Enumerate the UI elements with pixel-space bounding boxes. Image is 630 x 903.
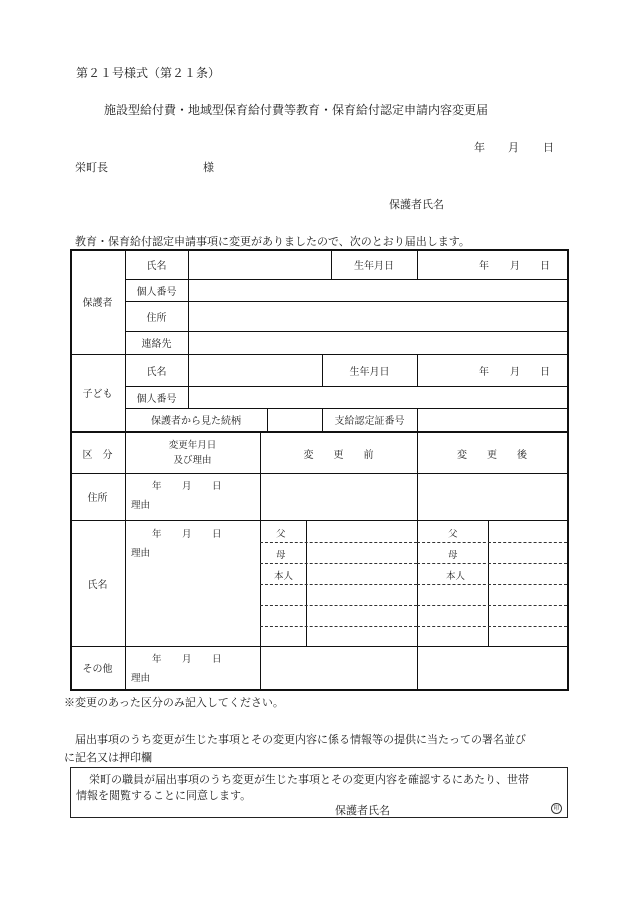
child-birth-label: 生年月日 (349, 366, 390, 378)
child-name-label: 氏名 (146, 366, 167, 378)
address-before-field[interactable] (261, 474, 416, 519)
guardian-birth-day: 日 (540, 260, 550, 272)
applicant-label: 保護者氏名 (389, 198, 444, 211)
consent-heading-line1: 届出事項のうち変更が生じた事項とその変更内容に係る情報等の提供に当たっての署名並び (75, 733, 526, 746)
row-address-label: 住所 (87, 493, 108, 504)
consent-heading-line2: に記名又は押印欄 (64, 751, 152, 764)
addressee-name: 栄町長 (75, 161, 108, 174)
address-reason-label: 理由 (131, 500, 151, 511)
header-date-month: 月 (508, 141, 519, 154)
consent-signature-label: 保護者氏名 (335, 804, 390, 817)
intro-text: 教育・保育給付認定申請事項に変更がありましたので、次のとおり届出します。 (75, 235, 470, 248)
name-after-self-label: 本人 (446, 571, 466, 582)
col-date-reason-line1: 変更年月日 (168, 440, 217, 451)
child-birth-day: 日 (540, 366, 550, 378)
guardian-section-label: 保護者 (82, 298, 113, 309)
name-reason-label: 理由 (131, 548, 151, 559)
other-change-year: 年 (152, 654, 162, 665)
header-date-year: 年 (474, 141, 485, 154)
col-date-reason-header (125, 433, 260, 473)
child-cert-field[interactable] (417, 408, 567, 431)
name-after-field[interactable] (489, 521, 566, 645)
child-relation-label: 保護者から見た続柄 (151, 416, 241, 427)
col-after-header: 変 更 後 (457, 449, 527, 461)
name-before-self-label: 本人 (274, 571, 294, 582)
other-change-day: 日 (212, 654, 222, 665)
child-birth-month: 月 (510, 366, 520, 378)
guardian-birth-year: 年 (479, 260, 489, 272)
other-before-field[interactable] (261, 647, 416, 688)
child-birth-year: 年 (479, 366, 489, 378)
name-before-father-label: 父 (276, 529, 286, 540)
consent-text-line2: 情報を閲覧することに同意します。 (76, 789, 252, 802)
address-after-field[interactable] (418, 474, 566, 519)
consent-text-line1: 栄町の職員が届出事項のうち変更が生じた事項とその変更内容を確認するにあたり、世帯 (89, 773, 529, 786)
guardian-contact-field[interactable] (188, 331, 567, 354)
form-title: 施設型給付費・地域型保育給付費等教育・保育給付認定申請内容変更届 (104, 103, 489, 117)
guardian-birth-month: 月 (510, 260, 520, 272)
form-number: 第２１号様式（第２１条） (76, 66, 221, 80)
col-before-header: 変 更 前 (303, 449, 374, 461)
header-date-day: 日 (543, 141, 554, 154)
name-after-father-label: 父 (448, 529, 458, 540)
row-other-label: その他 (82, 664, 113, 675)
guardian-birth-label: 生年月日 (354, 260, 394, 272)
other-change-month: 月 (182, 654, 192, 665)
child-name-field[interactable] (188, 354, 322, 386)
guardian-name-field[interactable] (188, 249, 331, 279)
guardian-address-label: 住所 (146, 312, 167, 324)
name-change-year: 年 (152, 529, 162, 540)
address-change-month: 月 (182, 481, 192, 492)
guardian-contact-label: 連絡先 (141, 339, 172, 350)
guardian-name-label: 氏名 (146, 260, 167, 272)
addressee-honorific: 様 (203, 161, 214, 174)
name-change-month: 月 (182, 529, 192, 540)
name-change-day: 日 (212, 529, 222, 540)
name-after-mother-label: 母 (448, 550, 458, 561)
child-birth-date-field[interactable] (417, 354, 567, 386)
col-category-header: 区 分 (82, 449, 113, 461)
other-after-field[interactable] (418, 647, 566, 688)
guardian-address-field[interactable] (188, 301, 567, 331)
row-name-label: 氏名 (87, 579, 108, 591)
child-cert-label: 支給認定証番号 (334, 416, 405, 427)
child-id-label: 個人番号 (136, 393, 177, 405)
address-change-day: 日 (212, 481, 222, 492)
name-before-field[interactable] (307, 521, 416, 645)
child-section-label: 子ども (82, 389, 113, 400)
other-reason-label: 理由 (131, 673, 151, 684)
child-id-field[interactable] (188, 386, 567, 408)
guardian-id-label: 個人番号 (136, 286, 177, 298)
guardian-birth-date-field[interactable] (417, 249, 567, 279)
address-change-year: 年 (152, 481, 162, 492)
name-before-mother-label: 母 (276, 550, 286, 561)
col-date-reason-line2: 及び理由 (173, 455, 212, 466)
note-text: ※変更のあった区分のみ記入してください。 (64, 696, 284, 709)
guardian-id-field[interactable] (188, 279, 567, 301)
seal-icon: 印 (551, 803, 562, 814)
child-relation-field[interactable] (267, 408, 322, 431)
